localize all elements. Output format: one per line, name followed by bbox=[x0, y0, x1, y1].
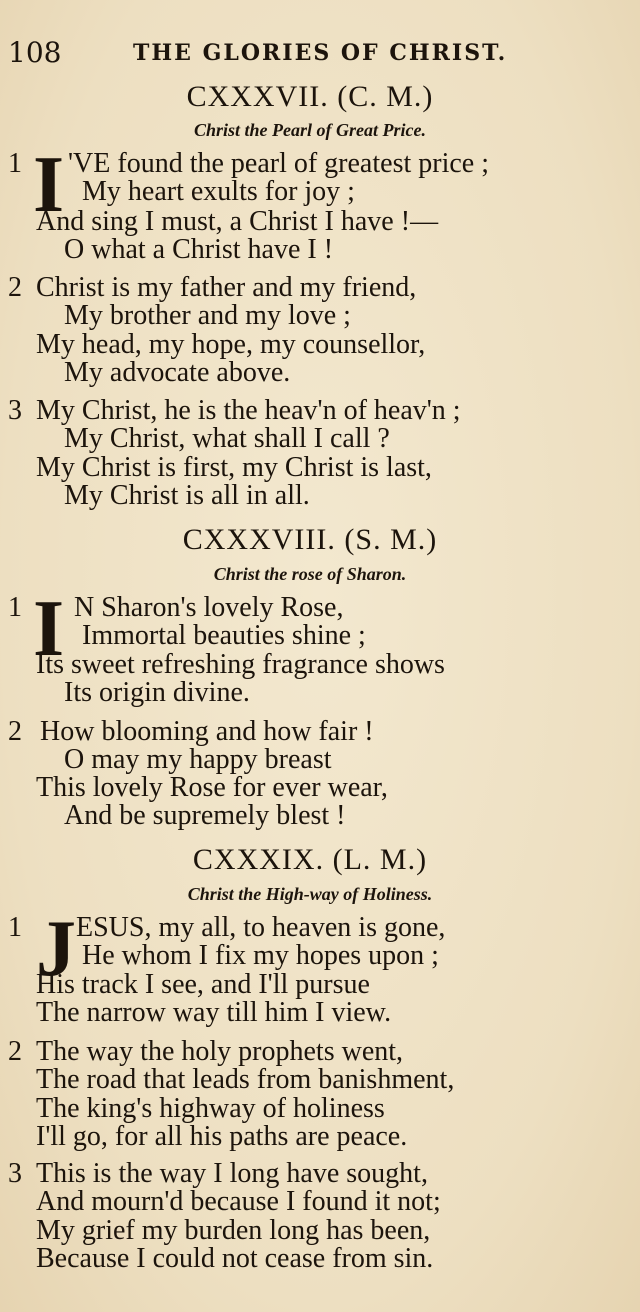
drop-cap: I bbox=[33, 585, 65, 673]
verse-line: My Christ is first, my Christ is last, bbox=[36, 452, 432, 483]
verse-line: ESUS, my all, to heaven is gone, bbox=[76, 912, 446, 943]
verse-line: Its sweet refreshing fragrance shows bbox=[36, 649, 445, 680]
verse-line: Immortal beauties shine ; bbox=[82, 620, 366, 651]
verse-number: 2 bbox=[8, 272, 22, 303]
verse-number: 2 bbox=[8, 716, 22, 747]
verse-number: 2 bbox=[8, 1036, 22, 1067]
hymn-number: CXXXIX. (L. M.) bbox=[192, 843, 428, 876]
verse-number: 1 bbox=[8, 592, 22, 623]
verse-line: His track I see, and I'll pursue bbox=[36, 969, 370, 1000]
verse-line: Its origin divine. bbox=[64, 677, 250, 708]
verse-line: And sing I must, a Christ I have !— bbox=[36, 206, 439, 237]
hymn-number: CXXXVIII. (S. M.) bbox=[182, 523, 438, 556]
verse-line: This lovely Rose for ever wear, bbox=[36, 772, 388, 803]
verse-line: O may my happy breast bbox=[64, 744, 332, 775]
verse-line: The road that leads from banishment, bbox=[36, 1064, 455, 1095]
hymn-number: CXXXVII. (C. M.) bbox=[186, 80, 434, 113]
verse-line: How blooming and how fair ! bbox=[40, 716, 374, 747]
verse-line: Christ is my father and my friend, bbox=[36, 272, 417, 303]
verse-line: He whom I fix my hopes upon ; bbox=[82, 940, 439, 971]
verse-line: My grief my burden long has been, bbox=[36, 1215, 431, 1246]
verse-line: Because I could not cease from sin. bbox=[36, 1243, 434, 1274]
verse-line: N Sharon's lovely Rose, bbox=[74, 592, 344, 623]
verse-line: I'll go, for all his paths are peace. bbox=[36, 1121, 408, 1152]
verse-line: My Christ, what shall I call ? bbox=[64, 423, 390, 454]
verse-line: And mourn'd because I found it not; bbox=[36, 1186, 441, 1217]
verse-line: My brother and my love ; bbox=[64, 300, 351, 331]
verse-line: And be supremely blest ! bbox=[64, 800, 346, 831]
hymn-subtitle: Christ the rose of Sharon. bbox=[213, 564, 407, 584]
verse-line: My head, my hope, my counsellor, bbox=[36, 329, 426, 360]
drop-cap: I bbox=[33, 141, 65, 229]
verse-number: 3 bbox=[8, 395, 22, 426]
verse-line: The way the holy prophets went, bbox=[36, 1036, 404, 1067]
page-number: 108 bbox=[8, 36, 62, 69]
verse-line: My Christ, he is the heav'n of heav'n ; bbox=[36, 395, 461, 426]
verse-line: My Christ is all in all. bbox=[64, 480, 310, 511]
drop-cap: J bbox=[36, 905, 76, 993]
hymn-subtitle: Christ the Pearl of Great Price. bbox=[194, 120, 426, 140]
running-head bbox=[8, 36, 628, 72]
verse-line: The king's highway of holiness bbox=[36, 1093, 385, 1124]
verse-line: My heart exults for joy ; bbox=[82, 176, 355, 207]
verse-line: 'VE found the pearl of greatest price ; bbox=[68, 148, 489, 179]
verse-line: My advocate above. bbox=[64, 357, 291, 388]
hymn-subtitle: Christ the High-way of Holiness. bbox=[187, 884, 433, 904]
verse-line: This is the way I long have sought, bbox=[36, 1158, 428, 1189]
running-title: THE GLORIES OF CHRIST. bbox=[133, 40, 508, 66]
verse-line: The narrow way till him I view. bbox=[36, 997, 392, 1028]
verse-number: 1 bbox=[8, 912, 22, 943]
verse-number: 1 bbox=[8, 148, 22, 179]
verse-number: 3 bbox=[8, 1158, 22, 1189]
verse-line: O what a Christ have I ! bbox=[64, 234, 334, 265]
